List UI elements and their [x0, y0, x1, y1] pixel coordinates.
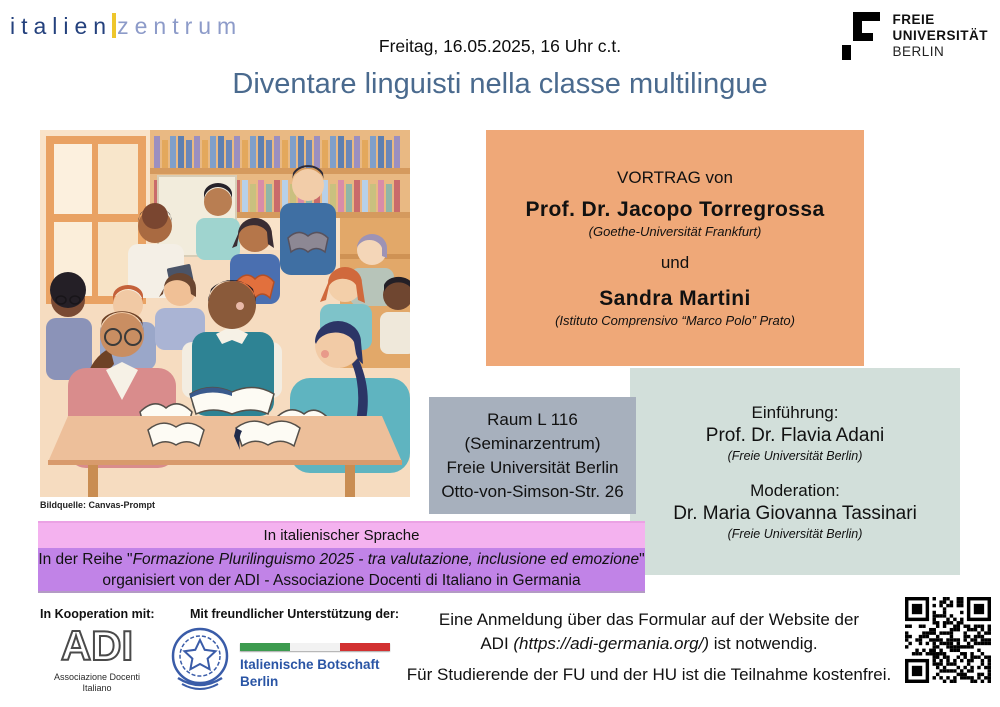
embassy-name — [240, 656, 380, 690]
embassy-name-line-1: Italienische Botschaft — [240, 657, 380, 672]
adi-logo-subline-1: Associazione Docenti — [53, 672, 141, 682]
intro-label: Einführung: — [751, 402, 839, 422]
italian-flag-icon — [240, 643, 390, 651]
series-band — [38, 548, 645, 593]
series-prefix: In der Reihe " — [38, 550, 133, 568]
logo-text-zentrum: zentrum — [117, 13, 243, 39]
fu-logo-line-3: BERLIN — [892, 44, 945, 59]
support-label: Mit freundlicher Unterstützung der: — [190, 607, 400, 621]
speaker-affiliation-1: (Goethe-Universität Frankfurt) — [588, 224, 762, 239]
location-line-street: Otto-von-Simson-Str. 26 — [441, 481, 624, 501]
registration-line-1: Eine Anmeldung über das Formular auf der Website der — [438, 610, 860, 629]
event-date: Freitag, 16.05.2025, 16 Uhr c.t. — [378, 36, 622, 56]
connector-und: und — [660, 253, 690, 272]
intro-affiliation: (Freie Universität Berlin) — [727, 448, 863, 463]
series-line-1 — [38, 549, 644, 570]
image-caption: Bildquelle: Canvas-Prompt — [40, 500, 156, 510]
intro-name: Prof. Dr. Flavia Adani — [705, 424, 885, 446]
vortrag-heading: VORTRAG von — [617, 168, 733, 187]
location-box — [429, 397, 636, 514]
registration-pre: ADI — [480, 634, 514, 653]
adi-logo-subline-2: Italiano — [82, 683, 112, 693]
cooperation-label: In Kooperation mit: — [40, 607, 155, 621]
classroom-illustration — [40, 130, 410, 497]
embassy-name-line-2: Berlin — [240, 674, 279, 689]
italy-emblem-icon — [168, 620, 232, 700]
fu-logo-line-1: FREIE — [892, 12, 935, 27]
registration-url: (https://adi-germania.org/) — [513, 634, 709, 653]
speaker-affiliation-2: (Istituto Comprensivo “Marco Polo” Prato) — [555, 313, 795, 328]
adi-logo — [52, 622, 142, 697]
fu-logo-line-2: UNIVERSITÄT — [892, 28, 988, 43]
flag-red — [340, 643, 390, 651]
series-line-2: organisiert von der ADI - Associazione Docenti di Italiano in Germania — [102, 571, 581, 589]
page-title: Diventare linguisti nella classe multilingue — [232, 68, 768, 100]
moderation-affiliation: (Freie Universität Berlin) — [727, 526, 863, 541]
registration-text — [393, 608, 905, 656]
language-text: In italienischer Sprache — [263, 527, 420, 544]
adi-logo-letters: ADI — [60, 622, 134, 669]
fu-berlin-logo — [842, 10, 988, 60]
logo-divider-bar — [112, 13, 116, 38]
registration-post: ist notwendig. — [708, 634, 818, 653]
people-box — [630, 368, 960, 575]
series-suffix: " — [639, 550, 645, 568]
location-line-building: (Seminarzentrum) — [464, 433, 601, 453]
free-participation-line: Für Studierende der FU und der HU ist die Teilnahme kostenfrei. — [406, 665, 892, 684]
location-line-university: Freie Universität Berlin — [446, 457, 619, 477]
speaker-name-1: Prof. Dr. Jacopo Torregrossa — [525, 198, 825, 221]
logo-text-italien: italien — [10, 13, 113, 39]
series-title: Formazione Plurilinguismo 2025 - tra valutazione, inclusione ed emozione — [132, 550, 640, 568]
moderation-name: Dr. Maria Giovanna Tassinari — [673, 502, 917, 524]
location-line-room: Raum L 116 — [487, 409, 578, 429]
moderation-label: Moderation: — [750, 480, 840, 500]
vortrag-box — [486, 130, 864, 366]
language-band — [38, 521, 645, 548]
fu-berlin-logo-mark — [842, 10, 884, 60]
speaker-name-2: Sandra Martini — [599, 287, 751, 310]
flag-white — [290, 643, 340, 651]
flag-green — [240, 643, 290, 651]
registration-line-2 — [393, 632, 905, 656]
fu-berlin-logo-text — [892, 10, 988, 60]
qr-code — [905, 597, 991, 683]
